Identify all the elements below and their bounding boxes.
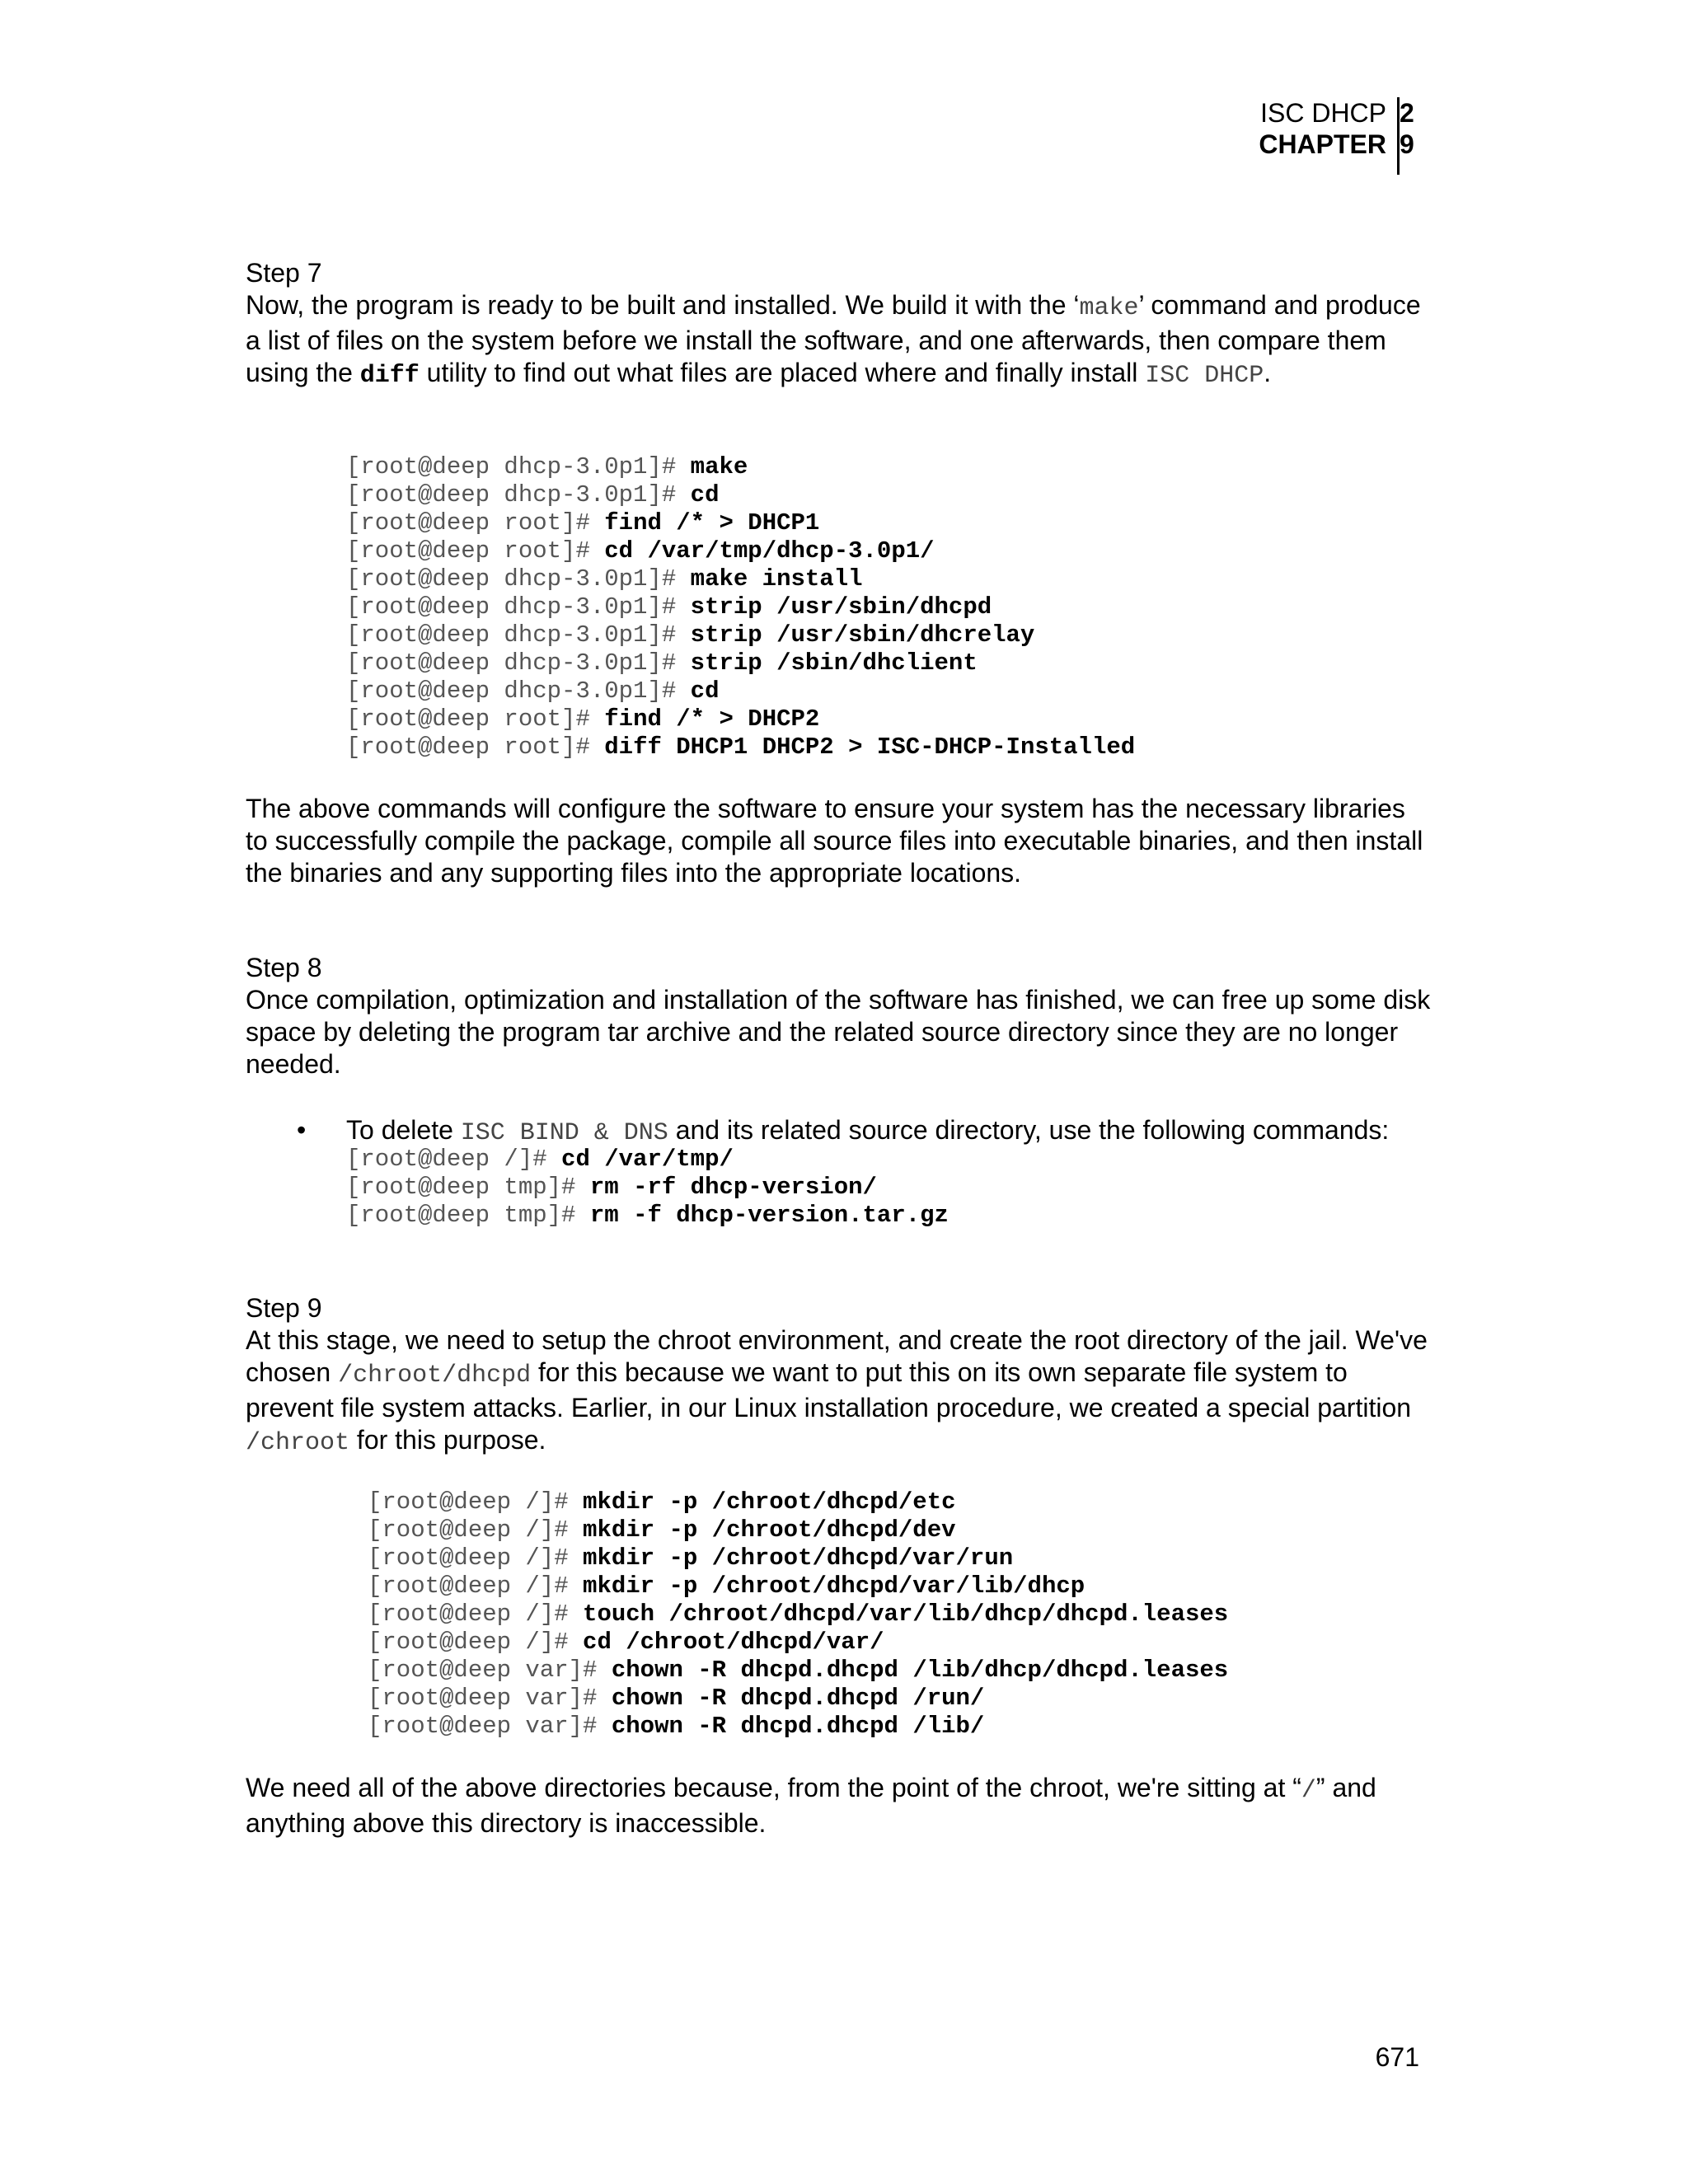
header-chapter-label: CHAPTER xyxy=(1259,129,1386,159)
code-line xyxy=(368,1572,1554,1601)
step7-heading: Step 7 xyxy=(246,258,322,288)
shell-command: cd xyxy=(690,677,720,705)
shell-command: cd /var/tmp/dhcp-3.0p1/ xyxy=(604,537,935,565)
shell-prompt: [root@deep /]# xyxy=(346,1146,562,1173)
header-divider xyxy=(1397,97,1400,175)
shell-prompt: [root@deep tmp]# xyxy=(346,1202,590,1229)
chapter-number-bottom: 9 xyxy=(1400,129,1414,159)
step7-paragraph: Now, the program is ready to be built and installed. We build it with the ‘make’ command and produce a list of files on the system before we install the software, and one afterwards, then compare them using the diff utility to find out what files are placed where and finally install ISC DHCP. xyxy=(246,290,1421,390)
shell-prompt: [root@deep dhcp-3.0p1]# xyxy=(346,565,691,593)
code-line xyxy=(346,705,1533,733)
shell-prompt: [root@deep /]# xyxy=(368,1601,584,1628)
shell-prompt: [root@deep var]# xyxy=(368,1685,612,1712)
step9-paragraph: At this stage, we need to setup the chroot environment, and create the root directory of the jail. We've chosen /chroot/dhcpd for this because we want to put this on its own separate file system to prevent file system attacks. Earlier, in our Linux installation procedure, we created a special partition /chroot for this purpose. xyxy=(246,1325,1428,1457)
code-line xyxy=(346,453,1533,481)
bullet-icon: • xyxy=(297,1115,307,1145)
shell-command: chown -R dhcpd.dhcpd /lib/ xyxy=(611,1713,985,1740)
step9-after-paragraph: We need all of the above directories because, from the point of the chroot, we're sitting at “/” and anything above this directory is inaccessible. xyxy=(246,1773,1376,1838)
step8-heading: Step 8 xyxy=(246,953,322,982)
shell-prompt: [root@deep root]# xyxy=(346,705,605,733)
bullet-text: To delete ISC BIND & DNS and its related source directory, use the following commands: xyxy=(346,1115,1390,1147)
step7-section xyxy=(246,257,1432,392)
shell-prompt: [root@deep root]# xyxy=(346,733,605,761)
header-title: ISC DHCP xyxy=(1260,98,1386,128)
shell-command: rm -f dhcp-version.tar.gz xyxy=(589,1202,949,1229)
shell-command: cd xyxy=(690,481,720,509)
shell-command: chown -R dhcpd.dhcpd /lib/dhcp/dhcpd.leases xyxy=(611,1657,1229,1684)
chapter-number-top: 2 xyxy=(1400,98,1414,128)
shell-prompt: [root@deep root]# xyxy=(346,537,605,565)
shell-prompt: [root@deep dhcp-3.0p1]# xyxy=(346,453,691,480)
shell-prompt: [root@deep dhcp-3.0p1]# xyxy=(346,649,691,677)
step9-code-block xyxy=(368,1488,1554,1741)
shell-command: find /* > DHCP2 xyxy=(604,705,820,733)
shell-command: strip /usr/sbin/dhcpd xyxy=(690,593,992,621)
shell-command: cd /chroot/dhcpd/var/ xyxy=(583,1629,884,1656)
shell-command: chown -R dhcpd.dhcpd /run/ xyxy=(611,1685,985,1712)
step7-code-block xyxy=(346,453,1533,762)
code-line xyxy=(368,1516,1554,1544)
shell-prompt: [root@deep var]# xyxy=(368,1657,612,1684)
code-line xyxy=(346,1202,1533,1230)
code-line xyxy=(346,1174,1533,1202)
shell-prompt: [root@deep dhcp-3.0p1]# xyxy=(346,621,691,649)
shell-command: make install xyxy=(690,565,863,593)
shell-prompt: [root@deep /]# xyxy=(368,1516,584,1544)
code-line xyxy=(368,1601,1554,1629)
shell-command: rm -rf dhcp-version/ xyxy=(589,1174,877,1201)
shell-prompt: [root@deep /]# xyxy=(368,1572,584,1600)
shell-prompt: [root@deep dhcp-3.0p1]# xyxy=(346,593,691,621)
shell-prompt: [root@deep root]# xyxy=(346,509,605,537)
shell-command: touch /chroot/dhcpd/var/lib/dhcp/dhcpd.leases xyxy=(583,1601,1229,1628)
shell-command: mkdir -p /chroot/dhcpd/var/run xyxy=(583,1544,1014,1572)
shell-command: find /* > DHCP1 xyxy=(604,509,820,537)
code-line xyxy=(368,1488,1554,1516)
shell-prompt: [root@deep var]# xyxy=(368,1713,612,1740)
shell-prompt: [root@deep tmp]# xyxy=(346,1174,590,1201)
shell-command: mkdir -p /chroot/dhcpd/dev xyxy=(583,1516,956,1544)
shell-command: cd /var/tmp/ xyxy=(561,1146,734,1173)
page-number: 671 xyxy=(1375,2042,1419,2072)
running-header xyxy=(1259,97,1419,160)
shell-prompt: [root@deep dhcp-3.0p1]# xyxy=(346,481,691,509)
shell-prompt: [root@deep /]# xyxy=(368,1488,584,1516)
code-line xyxy=(368,1713,1554,1741)
code-line xyxy=(346,1146,1533,1174)
step8-bullet xyxy=(246,1114,1432,1150)
code-line xyxy=(346,509,1533,537)
shell-prompt: [root@deep dhcp-3.0p1]# xyxy=(346,677,691,705)
step9-heading: Step 9 xyxy=(246,1293,322,1323)
shell-command: mkdir -p /chroot/dhcpd/etc xyxy=(583,1488,956,1516)
code-line xyxy=(368,1657,1554,1685)
step8-section xyxy=(246,952,1432,1080)
code-line xyxy=(346,677,1533,705)
step7-after xyxy=(246,793,1432,889)
step7-after-paragraph: The above commands will configure the software to ensure your system has the necessary libraries to successfully compile the package, compile all source files into executable binaries, and then install the binaries and any supporting files into the appropriate locations. xyxy=(246,794,1423,888)
code-line xyxy=(368,1629,1554,1657)
step9-section xyxy=(246,1292,1432,1460)
shell-prompt: [root@deep /]# xyxy=(368,1544,584,1572)
step8-paragraph: Once compilation, optimization and installation of the software has finished, we can free up some disk space by deleting the program tar archive and the related source directory since they are no longer needed. xyxy=(246,985,1431,1079)
code-line xyxy=(346,565,1533,593)
code-line xyxy=(368,1544,1554,1572)
step8-code-block xyxy=(346,1146,1533,1230)
code-line xyxy=(346,733,1533,762)
shell-command: make xyxy=(690,453,748,480)
code-line xyxy=(346,649,1533,677)
code-line xyxy=(346,593,1533,621)
shell-command: strip /sbin/dhclient xyxy=(690,649,978,677)
code-line xyxy=(346,621,1533,649)
code-line xyxy=(368,1685,1554,1713)
shell-prompt: [root@deep /]# xyxy=(368,1629,584,1656)
code-line xyxy=(346,537,1533,565)
step9-after xyxy=(246,1772,1432,1840)
shell-command: strip /usr/sbin/dhcrelay xyxy=(690,621,1035,649)
code-line xyxy=(346,481,1533,509)
shell-command: mkdir -p /chroot/dhcpd/var/lib/dhcp xyxy=(583,1572,1085,1600)
shell-command: diff DHCP1 DHCP2 > ISC-DHCP-Installed xyxy=(604,733,1136,761)
